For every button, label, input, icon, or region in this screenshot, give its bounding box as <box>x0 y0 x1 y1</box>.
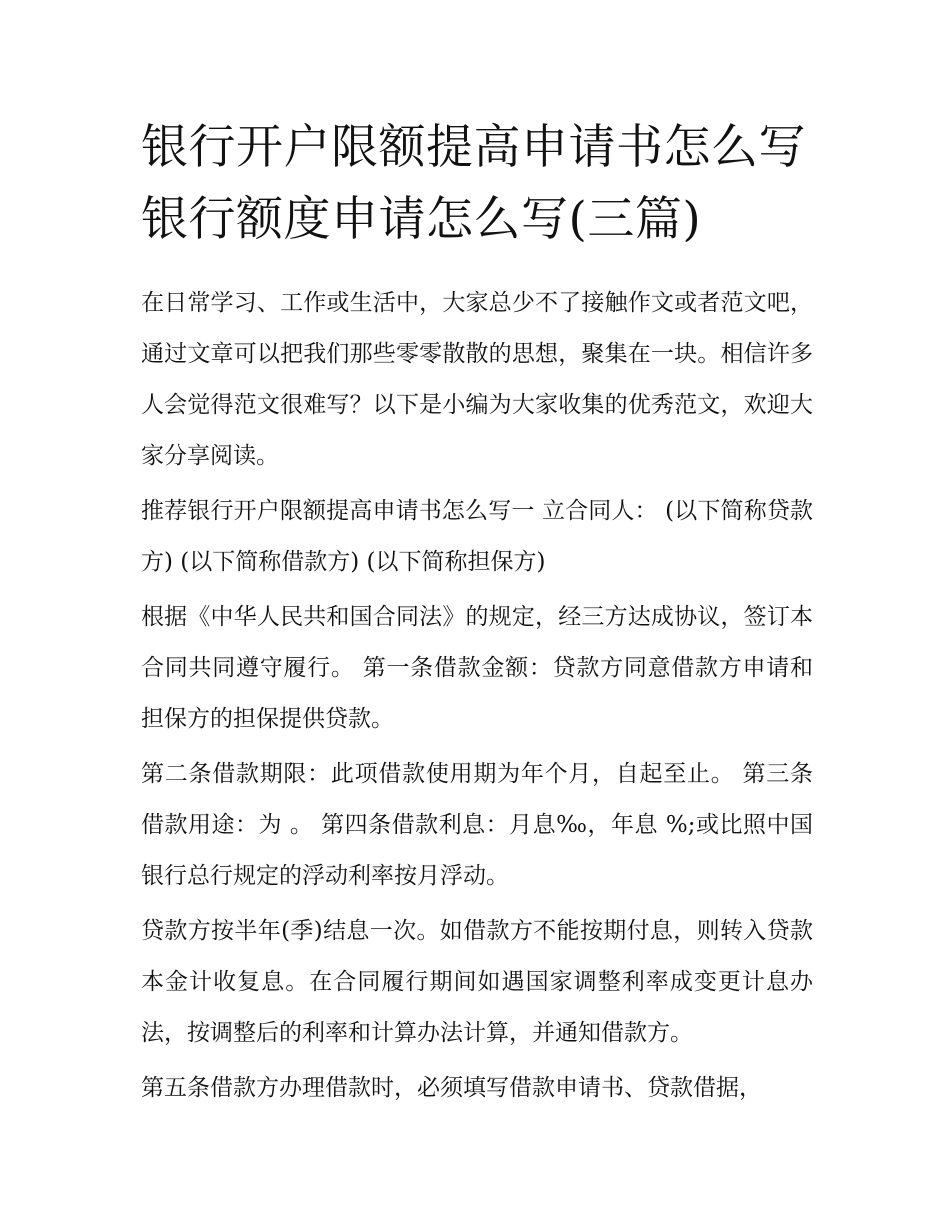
paragraph-contract-basis: 根据《中华人民共和国合同法》的规定，经三方达成协议，签订本合同共同遵守履行。 第一条借款金额：贷款方同意借款方申请和担保方的担保提供贷款。 <box>141 604 813 732</box>
paragraph-article-five: 第五条借款方办理借款时，必须填写借款申请书、贷款借据， <box>141 1075 762 1101</box>
paragraph-contract-parties: 推荐银行开户限额提高申请书怎么写一 立合同人： (以下简称贷款方) (以下简称借款方) (以下简称担保方) <box>141 498 813 575</box>
document-page <box>141 112 813 1118</box>
paragraph-interest-settlement: 贷款方按半年(季)结息一次。如借款方不能按期付息，则转入贷款本金计收复息。在合同履行期间如遇国家调整利率成变更计息办法，按调整后的利率和计算办法计算，并通知借款方。 <box>141 918 813 1046</box>
paragraph-intro: 在日常学习、工作或生活中，大家总少不了接触作文或者范文吧，通过文章可以把我们那些零零散散的思想，聚集在一块。相信许多人会觉得范文很难写？以下是小编为大家收集的优秀范文，欢迎大家分享阅读。 <box>141 290 813 469</box>
document-title: 银行开户限额提高申请书怎么写 银行额度申请怎么写(三篇) <box>141 120 806 247</box>
paragraph-loan-terms: 第二条借款期限：此项借款使用期为年个月，自起至止。 第三条借款用途：为 。 第四条借款利息：月息‰，年息 %;或比照中国银行总行规定的浮动利率按月浮动。 <box>141 761 813 889</box>
